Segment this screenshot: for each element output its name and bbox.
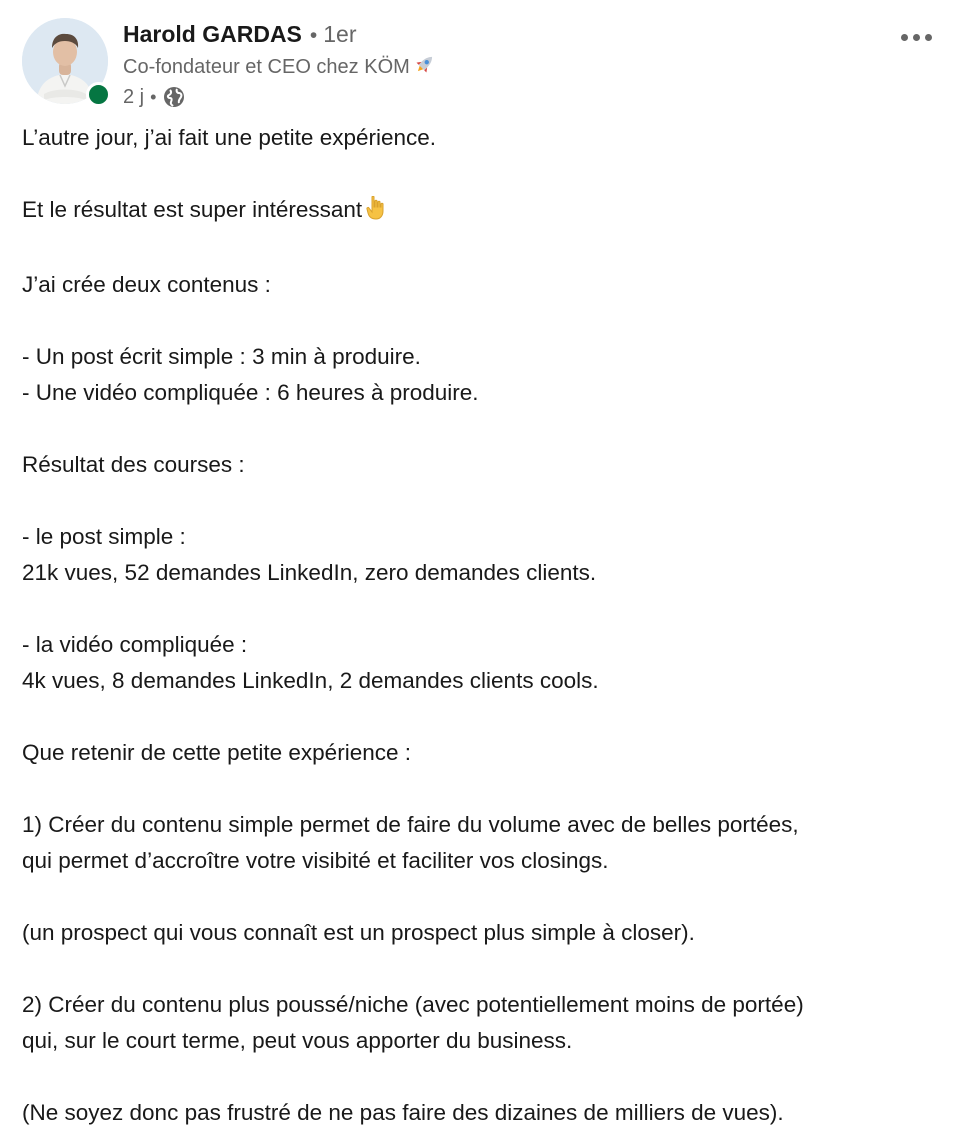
post-header — [22, 16, 938, 108]
post-line — [22, 192, 950, 231]
post-line: - Une vidéo compliquée : 6 heures à produire. — [22, 380, 479, 405]
post-line: 21k vues, 52 demandes LinkedIn, zero demandes clients. — [22, 560, 597, 585]
post-blank-line — [22, 231, 950, 267]
more-horizontal-icon-dot — [925, 34, 932, 41]
post-blank-line — [22, 699, 950, 735]
online-status-indicator — [86, 82, 111, 107]
post-text — [22, 120, 950, 1131]
post-blank-line — [22, 951, 950, 987]
more-horizontal-icon-dot — [901, 34, 908, 41]
more-options-button[interactable] — [894, 22, 938, 52]
post-line: L’autre jour, j’ai fait une petite expérience. — [22, 125, 437, 150]
post-blank-line — [22, 156, 950, 192]
post-line: qui, sur le court terme, peut vous apporter du business. — [22, 1028, 573, 1053]
post-blank-line — [22, 303, 950, 339]
post-line: Résultat des courses : — [22, 452, 245, 477]
post-blank-line — [22, 771, 950, 807]
post-line: (Ne soyez donc pas frustré de ne pas faire des dizaines de milliers de vues). — [22, 1100, 784, 1125]
post-line: - le post simple : — [22, 524, 186, 549]
post-line: J’ai crée deux contenus : — [22, 272, 271, 297]
post-line: 2) Créer du contenu plus poussé/niche (avec potentiellement moins de portée) — [22, 992, 804, 1017]
post-line: qui permet d’accroître votre visibité et faciliter vos closings. — [22, 848, 609, 873]
rocket-icon — [414, 53, 436, 84]
author-name[interactable]: Harold GARDAS — [123, 21, 302, 47]
connection-degree: 1er — [323, 21, 357, 47]
separator-dot: • — [150, 87, 157, 107]
post-line: - Un post écrit simple : 3 min à produire. — [22, 344, 421, 369]
author-meta — [123, 16, 436, 112]
post-line-text: Et le résultat est super intéressant — [22, 197, 363, 222]
post-time[interactable]: 2 j — [123, 86, 145, 108]
more-horizontal-icon-dot — [913, 34, 920, 41]
post-line: Que retenir de cette petite expérience : — [22, 740, 411, 765]
author-headline — [123, 52, 436, 82]
post-line: 1) Créer du contenu simple permet de faire du volume avec de belles portées, — [22, 812, 799, 837]
post-line: (un prospect qui vous connaît est un prospect plus simple à closer). — [22, 920, 695, 945]
post-line: - la vidéo compliquée : — [22, 632, 248, 657]
post-blank-line — [22, 483, 950, 519]
post-blank-line — [22, 1059, 950, 1095]
post-blank-line — [22, 591, 950, 627]
globe-icon — [162, 85, 186, 109]
pointing-down-icon — [364, 195, 386, 231]
post-blank-line — [22, 879, 950, 915]
post-line: 4k vues, 8 demandes LinkedIn, 2 demandes clients cools. — [22, 668, 599, 693]
post-blank-line — [22, 411, 950, 447]
separator-dot: • — [309, 24, 318, 47]
author-headline-text: Co-fondateur et CEO chez KÖM — [123, 56, 410, 78]
avatar[interactable] — [22, 18, 108, 104]
author-name-line — [123, 16, 436, 52]
post-timestamp-line — [123, 82, 436, 112]
